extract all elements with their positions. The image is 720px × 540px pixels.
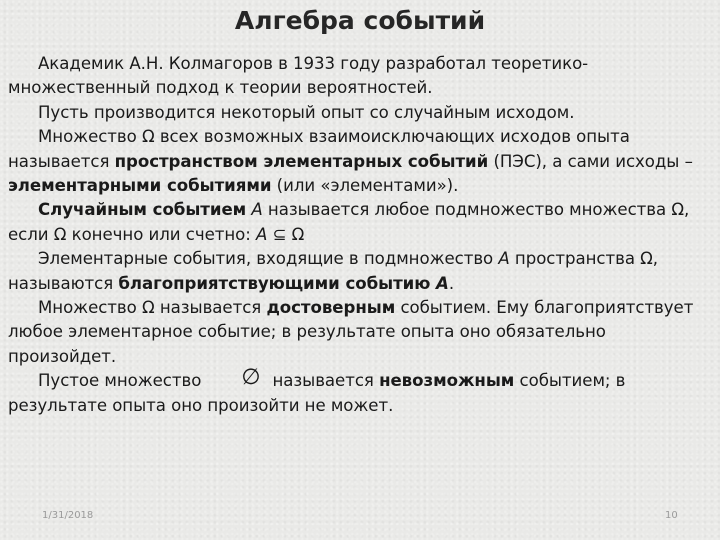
empty-set-symbol: ∅ [241,365,261,391]
term-impossible: невозможным [379,371,515,391]
subset-expression: ⊆ Ω [267,224,305,244]
text-span: (ПЭС), а сами исходы – [488,151,693,171]
term-elementary-events: элементарными событиями [8,176,272,196]
text-span: событием. Ему благоприятствует любое элементарное событие; в результате опыта оно обязательно произойдет. [8,298,694,366]
footer-date: 1/31/2018 [42,510,94,521]
text-span: . [448,273,455,293]
text-span: Элементарные события, входящие в подмножество [38,249,499,269]
slide-title: Алгебра событий [234,6,486,35]
text-span: называется [272,371,380,391]
event-variable: A [256,224,268,244]
term-favorable: благоприятствующими событию [118,273,437,293]
term-random-event: Случайным событием [38,200,247,220]
text-span: Множество Ω всех возможных взаимоисключающих исходов опыта называется [8,127,630,171]
term-sample-space: пространством элементарных событий [114,151,489,171]
page-number: 10 [665,510,678,521]
event-variable: A [498,249,510,269]
text-span: пространства Ω, называются [8,249,659,293]
paragraph-experiment: Пусть производится некоторый опыт со случайным исходом. [38,102,575,122]
paragraph-impossible-event [8,365,712,418]
paragraph-certain-event [8,296,712,369]
paragraph-sample-space [8,125,712,198]
event-variable: A [436,273,449,293]
text-span: Множество Ω называется [38,298,267,318]
text-span: Пустое множество [38,371,202,391]
text-span: событием; в результате опыта оно произойти не может. [8,371,626,415]
text-span: называется любое подмножество множества Ω, если Ω конечно или счетно: [8,200,690,244]
term-certain: достоверным [266,298,396,318]
event-variable: A [246,200,263,220]
slide-body [8,52,712,418]
paragraph-favorable [8,247,712,296]
text-span: (или «элементами»). [271,176,459,196]
paragraph-random-event [8,198,712,247]
paragraph-kolmogorov: Академик А.Н. Колмагоров в 1933 году разработал теоретико-множественный подход к теории вероятностей. [8,54,589,98]
